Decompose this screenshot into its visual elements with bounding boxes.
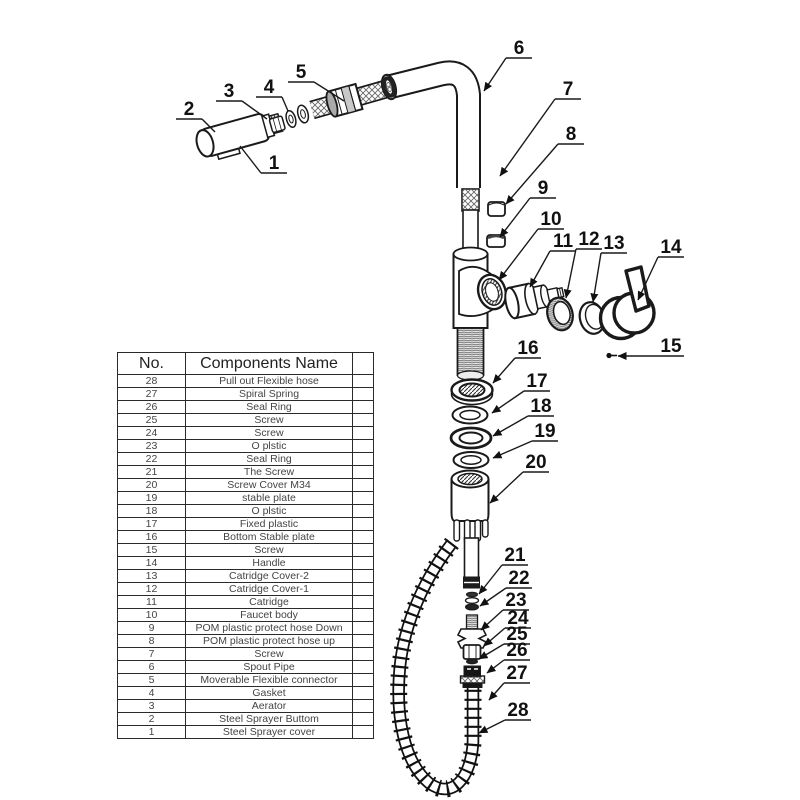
part-name-cell: Spiral Spring — [186, 388, 353, 401]
part-no-cell: 15 — [118, 544, 186, 557]
table-row — [118, 687, 374, 700]
part-name-cell: The Screw — [186, 466, 353, 479]
part-name-cell: O plstic — [186, 505, 353, 518]
callout-number: 10 — [540, 209, 562, 230]
empty-cell — [353, 700, 374, 713]
callout-number: 2 — [183, 99, 195, 120]
spacer-8 — [488, 202, 505, 216]
empty-cell — [353, 570, 374, 583]
table-row — [118, 570, 374, 583]
callout-27 — [489, 663, 530, 700]
callout-11 — [530, 231, 576, 287]
table-row — [118, 427, 374, 440]
callout-leader-line — [240, 146, 261, 173]
pullout-hose — [399, 543, 473, 789]
table-row — [118, 479, 374, 492]
table-header-name: Components Name — [186, 353, 353, 375]
callout-number: 19 — [534, 421, 556, 442]
table-row — [118, 726, 374, 739]
empty-cell — [353, 596, 374, 609]
empty-cell — [353, 453, 374, 466]
table-row — [118, 531, 374, 544]
screw-cover — [452, 471, 489, 545]
callout-number: 11 — [552, 231, 574, 252]
table-row — [118, 622, 374, 635]
callout-leader-line — [506, 144, 558, 204]
callout-number: 15 — [660, 336, 682, 357]
hose-fitting-stack — [458, 538, 486, 688]
callout-leader-line — [530, 251, 550, 287]
callout-leader-line — [480, 588, 506, 606]
empty-cell — [353, 544, 374, 557]
empty-cell — [353, 635, 374, 648]
empty-cell — [353, 622, 374, 635]
table-row — [118, 674, 374, 687]
part-no-cell: 1 — [118, 726, 186, 739]
callout-3 — [216, 81, 267, 119]
part-no-cell: 9 — [118, 622, 186, 635]
part-name-cell: POM plastic protect hose up — [186, 635, 353, 648]
part-name-cell: Pull out Flexible hose — [186, 375, 353, 388]
part-name-cell: Faucet body — [186, 609, 353, 622]
part-name-cell: Steel Sprayer Buttom — [186, 713, 353, 726]
part-name-cell: Catridge Cover-2 — [186, 570, 353, 583]
part-name-cell: Handle — [186, 557, 353, 570]
empty-cell — [353, 583, 374, 596]
table-row — [118, 414, 374, 427]
part-name-cell: Screw — [186, 544, 353, 557]
callout-leader-line — [481, 610, 503, 630]
callout-leader-line — [487, 660, 504, 673]
callout-number: 24 — [507, 608, 529, 629]
callout-number: 12 — [578, 229, 600, 250]
part-no-cell: 27 — [118, 388, 186, 401]
callout-2 — [176, 99, 215, 132]
callout-4 — [256, 77, 288, 111]
table-row — [118, 440, 374, 453]
empty-cell — [353, 466, 374, 479]
part-no-cell: 5 — [118, 674, 186, 687]
callout-leader-line — [493, 416, 528, 436]
empty-cell — [353, 388, 374, 401]
table-row — [118, 700, 374, 713]
part-no-cell: 7 — [118, 648, 186, 661]
callout-28 — [479, 700, 531, 733]
part-no-cell: 28 — [118, 375, 186, 388]
empty-cell — [353, 648, 374, 661]
empty-cell — [353, 440, 374, 453]
callout-number: 16 — [517, 338, 539, 359]
part-name-cell: Catridge Cover-1 — [186, 583, 353, 596]
spout-pipe — [379, 73, 468, 188]
handle-screw — [606, 353, 617, 358]
callout-15 — [618, 336, 684, 357]
bottom-stable-plate-16 — [452, 380, 493, 405]
part-name-cell: Catridge — [186, 596, 353, 609]
components-table-body — [118, 375, 374, 739]
callout-leader-line — [500, 99, 555, 176]
body-thread — [458, 328, 484, 380]
side-port — [459, 267, 510, 316]
callout-number: 18 — [530, 396, 552, 417]
faucet-body — [454, 248, 511, 381]
table-row — [118, 466, 374, 479]
part-no-cell: 17 — [118, 518, 186, 531]
part-name-cell: Seal Ring — [186, 401, 353, 414]
table-row — [118, 375, 374, 388]
callout-number: 25 — [506, 624, 528, 645]
part-no-cell: 23 — [118, 440, 186, 453]
table-row — [118, 635, 374, 648]
part-name-cell: O plstic — [186, 440, 353, 453]
callout-20 — [490, 452, 549, 503]
components-table — [117, 352, 373, 739]
callout-number: 28 — [507, 700, 529, 721]
part-name-cell: Spout Pipe — [186, 661, 353, 674]
callout-number: 21 — [504, 545, 526, 566]
table-row — [118, 453, 374, 466]
part-name-cell: Moverable Flexible connector — [186, 674, 353, 687]
callout-leader-line — [489, 683, 504, 700]
part-no-cell: 26 — [118, 401, 186, 414]
callout-number: 5 — [295, 62, 307, 83]
callout-1 — [240, 146, 287, 174]
callout-leader-line — [566, 249, 576, 298]
empty-cell — [353, 505, 374, 518]
table-row — [118, 401, 374, 414]
empty-cell — [353, 531, 374, 544]
part-no-cell: 2 — [118, 713, 186, 726]
callout-5 — [288, 62, 344, 101]
empty-cell — [353, 427, 374, 440]
table-row — [118, 492, 374, 505]
part-no-cell: 6 — [118, 661, 186, 674]
empty-cell — [353, 375, 374, 388]
callout-number: 26 — [506, 640, 528, 661]
ring-19 — [454, 452, 489, 468]
table-row — [118, 661, 374, 674]
part-name-cell: Screw Cover M34 — [186, 479, 353, 492]
callout-number: 7 — [562, 79, 574, 100]
part-no-cell: 16 — [118, 531, 186, 544]
part-name-cell: Screw — [186, 427, 353, 440]
table-row — [118, 713, 374, 726]
callout-number: 1 — [268, 153, 280, 174]
empty-cell — [353, 492, 374, 505]
callout-number: 13 — [603, 233, 625, 254]
part-no-cell: 21 — [118, 466, 186, 479]
part-no-cell: 19 — [118, 492, 186, 505]
empty-cell — [353, 726, 374, 739]
callout-leader-line — [492, 391, 524, 413]
part-no-cell: 3 — [118, 700, 186, 713]
callout-number: 17 — [526, 371, 548, 392]
callout-number: 9 — [537, 178, 549, 199]
callout-number: 27 — [506, 663, 528, 684]
spacer-9 — [487, 235, 505, 247]
callout-number: 14 — [660, 237, 682, 258]
table-row — [118, 544, 374, 557]
callout-number: 4 — [263, 77, 275, 98]
table-row — [118, 505, 374, 518]
riser-tube — [463, 210, 478, 252]
table-row — [118, 648, 374, 661]
ring-17 — [453, 407, 488, 424]
part-name-cell: Steel Sprayer cover — [186, 726, 353, 739]
callout-leader-line — [493, 358, 515, 383]
part-no-cell: 11 — [118, 596, 186, 609]
callout-number: 20 — [525, 452, 547, 473]
ring-18 — [451, 428, 491, 448]
part-name-cell: Screw — [186, 648, 353, 661]
part-no-cell: 14 — [118, 557, 186, 570]
empty-cell — [353, 713, 374, 726]
part-no-cell: 22 — [118, 453, 186, 466]
part-no-cell: 25 — [118, 414, 186, 427]
gasket-washers — [284, 104, 310, 128]
callout-number: 8 — [565, 124, 577, 145]
table-row — [118, 609, 374, 622]
callout-number: 6 — [513, 38, 525, 59]
empty-cell — [353, 557, 374, 570]
part-no-cell: 10 — [118, 609, 186, 622]
part-no-cell: 4 — [118, 687, 186, 700]
empty-cell — [353, 661, 374, 674]
empty-cell — [353, 401, 374, 414]
table-row — [118, 557, 374, 570]
part-no-cell: 12 — [118, 583, 186, 596]
table-row — [118, 583, 374, 596]
part-name-cell: stable plate — [186, 492, 353, 505]
part-name-cell: Seal Ring — [186, 453, 353, 466]
empty-cell — [353, 479, 374, 492]
table-row — [118, 388, 374, 401]
empty-cell — [353, 674, 374, 687]
table-header-no: No. — [118, 353, 186, 375]
table-row — [118, 518, 374, 531]
callout-leader-line — [479, 565, 502, 594]
callout-leader-line — [593, 253, 601, 302]
callout-leader-line — [490, 472, 523, 503]
callout-leader-line — [479, 720, 505, 733]
part-no-cell: 20 — [118, 479, 186, 492]
callout-leader-line — [282, 97, 288, 111]
part-name-cell: Aerator — [186, 700, 353, 713]
part-name-cell: Gasket — [186, 687, 353, 700]
table-header-extra — [353, 353, 374, 375]
part-no-cell: 18 — [118, 505, 186, 518]
part-name-cell: Fixed plastic — [186, 518, 353, 531]
handle — [601, 267, 655, 339]
empty-cell — [353, 518, 374, 531]
aerator — [269, 116, 285, 133]
threaded-neck — [462, 189, 479, 211]
part-no-cell: 24 — [118, 427, 186, 440]
table-row — [118, 596, 374, 609]
callout-6 — [484, 38, 532, 91]
empty-cell — [353, 609, 374, 622]
part-name-cell: POM plastic protect hose Down — [186, 622, 353, 635]
callout-leader-line — [484, 58, 506, 91]
part-name-cell: Bottom Stable plate — [186, 531, 353, 544]
callout-number: 3 — [223, 81, 235, 102]
part-no-cell: 13 — [118, 570, 186, 583]
callout-number: 22 — [508, 568, 530, 589]
callout-number: 23 — [505, 590, 527, 611]
part-name-cell: Screw — [186, 414, 353, 427]
empty-cell — [353, 414, 374, 427]
empty-cell — [353, 687, 374, 700]
callout-leader-line — [484, 628, 505, 646]
part-no-cell: 8 — [118, 635, 186, 648]
